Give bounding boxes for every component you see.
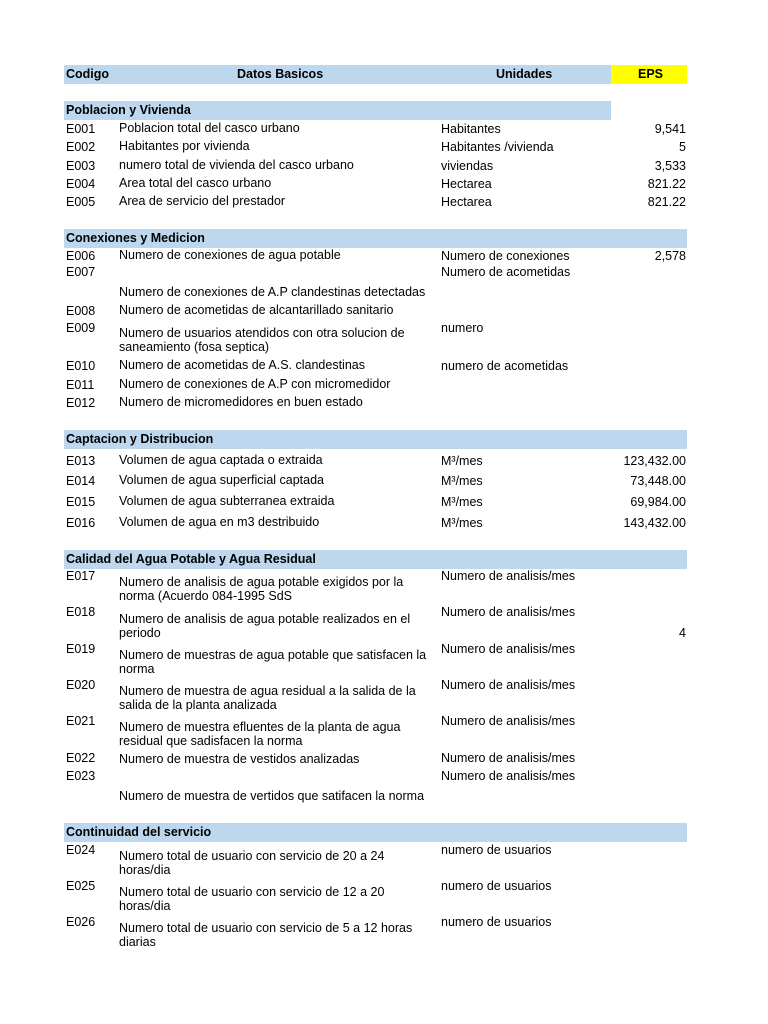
section-conexiones (64, 229, 687, 248)
row-unit: numero de usuarios (441, 843, 552, 857)
row-value: 143,432.00 (623, 516, 686, 530)
row-code: E021 (66, 714, 96, 728)
row-unit: M³/mes (441, 516, 483, 530)
section-title: Calidad del Agua Potable y Agua Residual (66, 552, 316, 566)
header-unidades: Unidades (496, 67, 553, 81)
row-value: 3,533 (654, 159, 686, 173)
section-title: Captacion y Distribucion (66, 432, 214, 446)
row-description: Numero de analisis de agua potable exigidos por la norma (Acuerdo 084-1995 SdS (119, 575, 404, 603)
row-code: E018 (66, 605, 96, 619)
row-description: Volumen de agua captada o extraida (119, 453, 323, 467)
row-description: Numero de analisis de agua potable realizados en el periodo (119, 612, 411, 640)
row-code: E025 (66, 879, 96, 893)
row-unit: Numero de analisis/mes (441, 569, 576, 583)
row-code: E012 (66, 396, 96, 410)
row-value: 5 (679, 140, 686, 154)
row-description: Volumen de agua en m3 destribuido (119, 515, 320, 529)
table-header-bar (64, 65, 687, 84)
row-code: E019 (66, 642, 96, 656)
row-code: E017 (66, 569, 96, 583)
row-description: Area total del casco urbano (119, 176, 272, 190)
row-description: Numero de conexiones de A.P con micromedidor (119, 377, 391, 391)
row-unit: numero de usuarios (441, 915, 552, 929)
row-description: Habitantes por vivienda (119, 139, 250, 153)
row-description: Numero de muestra efluentes de la planta de agua residual que sadisfacen la norma (119, 720, 401, 748)
row-unit: viviendas (441, 159, 494, 173)
row-description: Poblacion total del casco urbano (119, 121, 300, 135)
row-description: Numero de muestra de agua residual a la salida de la salida de la planta analizada (119, 684, 416, 712)
row-code: E020 (66, 678, 96, 692)
row-description: Numero de muestra de vestidos analizadas (119, 752, 360, 766)
row-code: E001 (66, 122, 96, 136)
row-description: Numero de micromedidores en buen estado (119, 395, 363, 409)
row-code: E023 (66, 769, 96, 783)
row-unit: Habitantes /vivienda (441, 140, 554, 154)
row-value: 821.22 (647, 177, 686, 191)
header-datos-basicos: Datos Basicos (237, 67, 324, 81)
row-value: 4 (679, 626, 686, 640)
row-code: E015 (66, 495, 96, 509)
row-unit: Numero de analisis/mes (441, 714, 576, 728)
row-description: Numero total de usuario con servicio de 12 a 20 horas/dia (119, 885, 385, 913)
section-title: Poblacion y Vivienda (66, 103, 191, 117)
header-eps: EPS (638, 67, 664, 81)
row-description: Area de servicio del prestador (119, 194, 286, 208)
row-unit: Numero de conexiones (441, 249, 570, 263)
row-unit: numero (441, 321, 484, 335)
row-code: E014 (66, 474, 96, 488)
row-unit: Numero de analisis/mes (441, 642, 576, 656)
row-code: E005 (66, 195, 96, 209)
row-code: E026 (66, 915, 96, 929)
row-description: Volumen de agua subterranea extraida (119, 494, 335, 508)
row-description: Numero de muestras de agua potable que satisfacen la norma (119, 648, 427, 676)
row-unit: Numero de analisis/mes (441, 605, 576, 619)
section-captacion (64, 430, 687, 449)
row-code: E010 (66, 359, 96, 373)
row-description: numero total de vivienda del casco urbano (119, 158, 354, 172)
row-value: 9,541 (654, 122, 686, 136)
row-code: E007 (66, 265, 96, 279)
section-calidad (64, 550, 687, 569)
row-unit: Habitantes (441, 122, 501, 136)
row-code: E011 (66, 378, 95, 392)
row-code: E009 (66, 321, 96, 335)
row-description: Numero de conexiones de agua potable (119, 248, 341, 262)
row-code: E004 (66, 177, 96, 191)
row-code: E024 (66, 843, 96, 857)
row-value: 2,578 (654, 249, 686, 263)
row-unit: numero de usuarios (441, 879, 552, 893)
row-code: E022 (66, 751, 96, 765)
row-unit: Numero de analisis/mes (441, 678, 576, 692)
row-unit: M³/mes (441, 495, 483, 509)
row-unit: Numero de analisis/mes (441, 751, 576, 765)
row-unit: numero de acometidas (441, 359, 569, 373)
row-unit: Hectarea (441, 195, 492, 209)
row-description: Volumen de agua superficial captada (119, 473, 325, 487)
row-description: Numero de usuarios atendidos con otra solucion de saneamiento (fosa septica) (119, 326, 405, 354)
row-unit: M³/mes (441, 454, 483, 468)
row-description: Numero de acometidas de alcantarillado sanitario (119, 303, 394, 317)
row-value: 69,984.00 (630, 495, 686, 509)
header-codigo: Codigo (66, 67, 110, 81)
row-unit: Numero de analisis/mes (441, 769, 576, 783)
row-unit: Hectarea (441, 177, 492, 191)
section-continuidad (64, 823, 687, 842)
row-code: E013 (66, 454, 96, 468)
row-description: Numero de muestra de vertidos que satifacen la norma (119, 789, 425, 803)
row-description: Numero de acometidas de A.S. clandestinas (119, 358, 365, 372)
row-code: E003 (66, 159, 96, 173)
section-title: Continuidad del servicio (66, 825, 212, 839)
row-code: E006 (66, 249, 96, 263)
row-unit: Numero de acometidas (441, 265, 571, 279)
section-title: Conexiones y Medicion (66, 231, 205, 245)
row-code: E002 (66, 140, 96, 154)
row-unit: M³/mes (441, 474, 483, 488)
row-code: E008 (66, 304, 96, 318)
row-value: 821.22 (647, 195, 686, 209)
row-description: Numero de conexiones de A.P clandestinas detectadas (119, 285, 426, 299)
row-description: Numero total de usuario con servicio de 20 a 24 horas/dia (119, 849, 385, 877)
row-description: Numero total de usuario con servicio de 5 a 12 horas diarias (119, 921, 413, 949)
row-value: 73,448.00 (630, 474, 686, 488)
section-poblacion (64, 101, 611, 120)
row-value: 123,432.00 (623, 454, 686, 468)
row-code: E016 (66, 516, 96, 530)
